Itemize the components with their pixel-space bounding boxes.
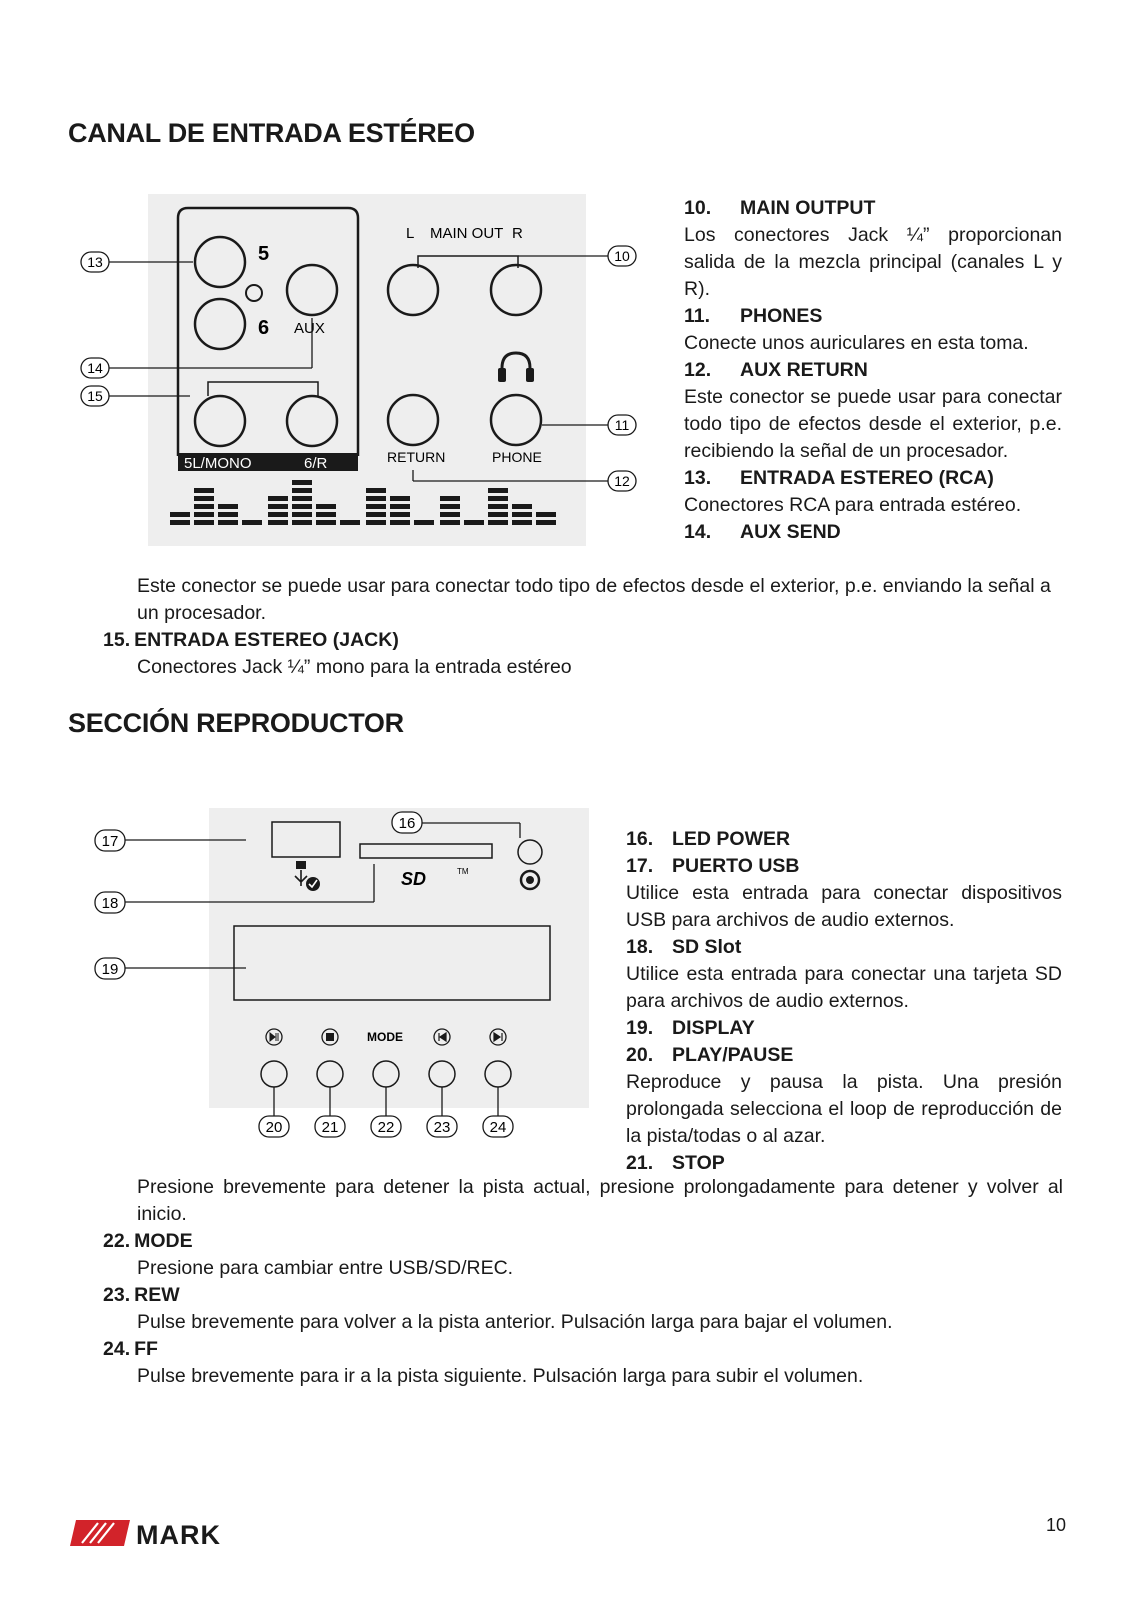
- item-20: 20. PLAY/PAUSE Reproduce y pausa la pista. Una presión prolongada selecciona el loop de reproducción de la pista/todas o al azar.: [626, 1042, 1062, 1150]
- item-title: ENTRADA ESTEREO (RCA): [740, 467, 994, 489]
- svg-text:13: 13: [87, 254, 103, 270]
- item-title: LED POWER: [672, 828, 791, 850]
- item-14: 14. AUX SEND: [684, 519, 1062, 546]
- item-18: 18. SD Slot Utilice esta entrada para conectar una tarjeta SD para archivos de audio externos.: [626, 934, 1062, 1015]
- item-16: 16. LED POWER: [626, 826, 1062, 853]
- label-mono: 5L/MONO: [184, 455, 252, 472]
- item-title: STOP: [672, 1152, 725, 1174]
- item-desc: Este conector se puede usar para conectar todo tipo de efectos desde el exterior, p.e. recibiendo la señal de un procesador.: [684, 386, 1062, 462]
- item-title: PLAY/PAUSE: [672, 1044, 794, 1066]
- callout-23: [427, 1116, 457, 1137]
- player-diagram: [92, 808, 592, 1168]
- item-desc: Los conectores Jack ¼” proporcionan salida de la mezcla principal (canales L y R).: [684, 224, 1062, 300]
- label-phone: PHONE: [492, 449, 542, 465]
- stereo-items-list: [684, 195, 1062, 546]
- item-title: SD Slot: [672, 936, 742, 958]
- label-ch6: 6: [258, 317, 270, 339]
- svg-text:17: 17: [101, 833, 119, 850]
- item-title: PUERTO USB: [672, 855, 800, 877]
- callout-19: [95, 958, 125, 979]
- svg-text:23: 23: [433, 1119, 451, 1136]
- item-11: 11. PHONES Conecte unos auriculares en esta toma.: [684, 303, 1062, 357]
- callout-15: [81, 386, 109, 406]
- callout-18: [95, 892, 125, 913]
- callout-17: [95, 830, 125, 851]
- item-21: 21. STOP: [626, 1150, 1062, 1177]
- svg-text:TM: TM: [457, 867, 469, 876]
- callout-20: [259, 1116, 289, 1137]
- svg-text:11: 11: [614, 417, 630, 433]
- callout-10: [608, 246, 636, 266]
- item-desc: Utilice esta entrada para conectar dispositivos USB para archivos de audio externos.: [626, 882, 1062, 931]
- item-15-title: 15. ENTRADA ESTEREO (JACK): [103, 629, 399, 651]
- section-title-stereo-input: CANAL DE ENTRADA ESTÉREO: [68, 118, 475, 148]
- label-l: L: [406, 225, 415, 242]
- stereo-items-full: [103, 573, 1063, 681]
- label-main-out: MAIN OUT: [430, 225, 504, 242]
- item-22-desc: Presione para cambiar entre USB/SD/REC.: [137, 1257, 514, 1279]
- callout-21: [315, 1116, 345, 1137]
- item-12: 12. AUX RETURN Este conector se puede usar para conectar todo tipo de efectos desde el exterior, p.e. recibiendo la señal de un procesador.: [684, 357, 1062, 465]
- item-desc: Conecte unos auriculares en esta toma.: [684, 332, 1029, 354]
- label-return: RETURN: [387, 449, 446, 465]
- svg-text:22: 22: [377, 1119, 395, 1136]
- item-13: 13. ENTRADA ESTEREO (RCA) Conectores RCA para entrada estéreo.: [684, 465, 1062, 519]
- svg-text:20: 20: [265, 1119, 283, 1136]
- item-15-desc: Conectores Jack ¼” mono para la entrada estéreo: [137, 656, 572, 678]
- item-title: DISPLAY: [672, 1017, 755, 1039]
- item-title: MAIN OUTPUT: [740, 197, 876, 219]
- player-items-full: [103, 1174, 1063, 1390]
- diagram-background: [148, 194, 586, 546]
- svg-text:15: 15: [87, 388, 103, 404]
- svg-text:18: 18: [101, 895, 119, 912]
- svg-text:16: 16: [398, 815, 416, 832]
- callout-16: [392, 812, 422, 833]
- callout-13: [81, 252, 109, 272]
- svg-text:10: 10: [614, 248, 630, 264]
- svg-text:SD: SD: [401, 869, 427, 889]
- item-desc: Reproduce y pausa la pista. Una presión prolongada selecciona el loop de reproducción de la pista/todas o al azar.: [626, 1071, 1062, 1147]
- item-19: 19. DISPLAY: [626, 1015, 1062, 1042]
- item-24-desc: Pulse brevemente para ir a la pista siguiente. Pulsación larga para subir el volumen.: [137, 1365, 864, 1387]
- item-title: AUX SEND: [740, 521, 841, 543]
- item-22-title: 22. MODE: [103, 1230, 193, 1252]
- item-24-title: 24. FF: [103, 1338, 158, 1360]
- callout-22: [371, 1116, 401, 1137]
- svg-text:24: 24: [489, 1119, 507, 1136]
- item-14-desc: Este conector se puede usar para conectar todo tipo de efectos desde el exterior, p.e. enviando la señal a un procesador.: [137, 575, 1051, 624]
- item-desc: Utilice esta entrada para conectar una tarjeta SD para archivos de audio externos.: [626, 963, 1062, 1012]
- item-17: 17. PUERTO USB Utilice esta entrada para conectar dispositivos USB para archivos de audio externos.: [626, 853, 1062, 934]
- section-title-player: SECCIÓN REPRODUCTOR: [68, 708, 404, 738]
- label-mode: MODE: [367, 1030, 403, 1044]
- svg-text:21: 21: [321, 1119, 339, 1136]
- svg-text:12: 12: [614, 473, 630, 489]
- player-items-list: [626, 826, 1062, 1177]
- callout-12: [608, 471, 636, 491]
- svg-text:19: 19: [101, 961, 119, 978]
- item-10: 10. MAIN OUTPUT Los conectores Jack ¼” proporcionan salida de la mezcla principal (canales L y R).: [684, 195, 1062, 303]
- item-21-desc: Presione brevemente para detener la pista actual, presione prolongadamente para detener y volver al inicio.: [137, 1176, 1063, 1225]
- page-number: 10: [1046, 1515, 1067, 1535]
- callout-24: [483, 1116, 513, 1137]
- item-23-title: 23. REW: [103, 1284, 180, 1306]
- callout-11: [608, 415, 636, 435]
- stereo-input-diagram: [78, 192, 643, 556]
- label-6r: 6/R: [304, 455, 328, 472]
- label-aux: AUX: [294, 320, 325, 337]
- mark-logo: [68, 1518, 283, 1548]
- label-ch5: 5: [258, 243, 270, 265]
- item-23-desc: Pulse brevemente para volver a la pista anterior. Pulsación larga para bajar el volumen.: [137, 1311, 893, 1333]
- item-title: PHONES: [740, 305, 823, 327]
- callout-14: [81, 358, 109, 378]
- item-title: AUX RETURN: [740, 359, 868, 381]
- brand-name: MARK: [136, 1520, 221, 1548]
- item-desc: Conectores RCA para entrada estéreo.: [684, 494, 1022, 516]
- label-r: R: [512, 225, 523, 242]
- svg-text:14: 14: [87, 360, 103, 376]
